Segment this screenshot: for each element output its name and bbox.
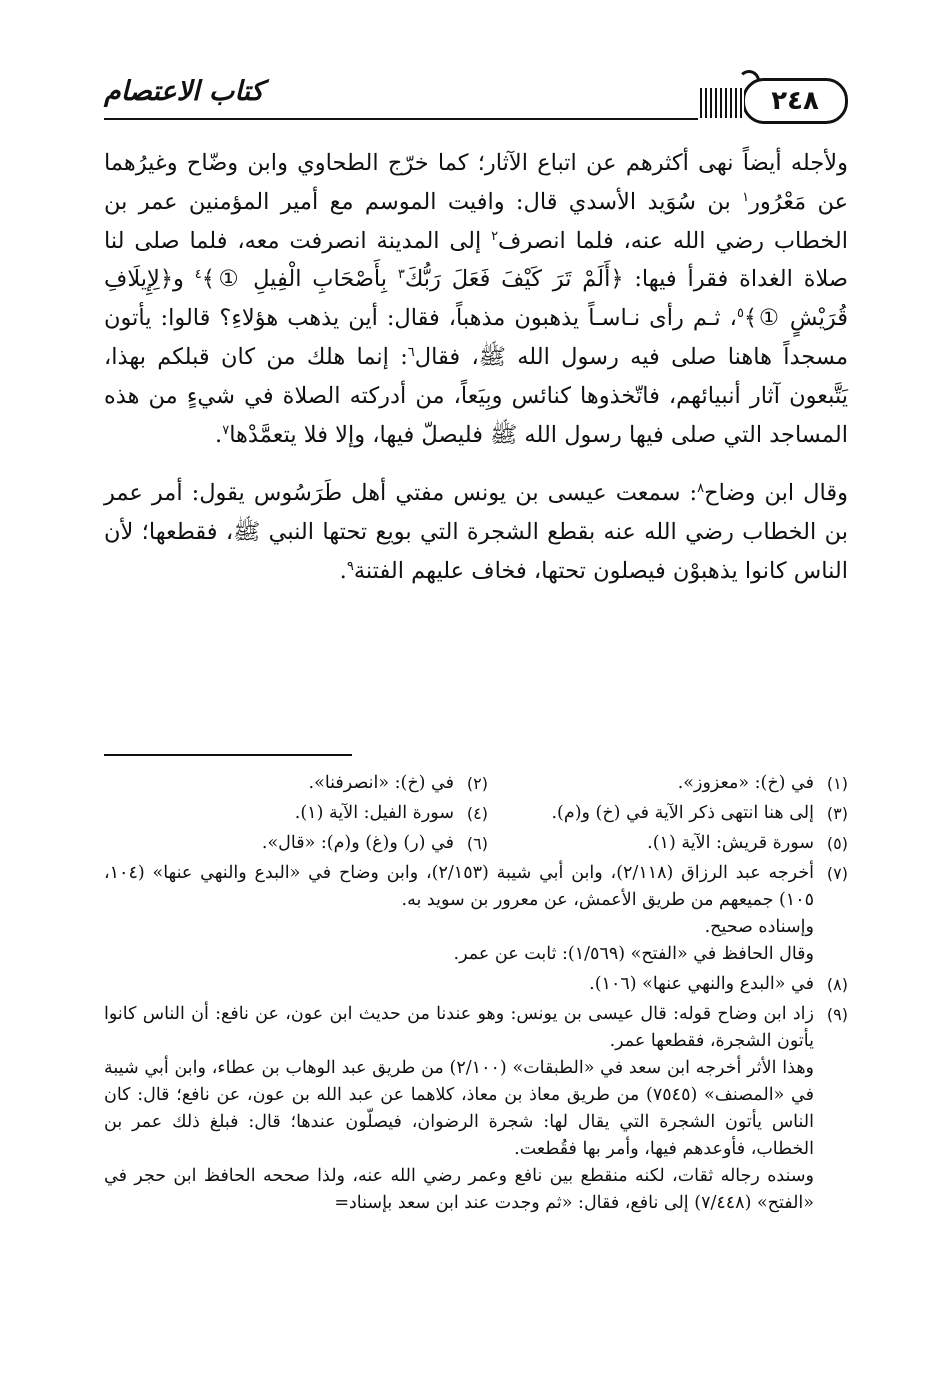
text-run: . [215,421,223,448]
footnote-ref[interactable]: ٢ [491,228,499,244]
footnote-text: وسنده رجاله ثقات، لكنه منقطع بين نافع وعمر رضي الله عنه، ولذا صححه الحافظ ابن حجر في «الفتح» (٧/٤٤٨) إلى نافع، فقال: «ثم وجدت عند ابن سعد بإسناد= [104,1166,814,1213]
book-title: كتاب الاعتصام [104,76,264,107]
paragraph-1 [104,144,848,454]
page-header [104,72,848,124]
footnote-ref[interactable]: ٨ [697,481,705,497]
footnote-text: أخرجه عبد الرزاق (٢/١١٨)، وابن أبي شيبة (٢/١٥٣)، وابن وضاح في «البدع والنهي عنها» (١٠٤، ١٠٥) جميعهم من طريق الأعمش، عن معرور بن سويد به. [104,863,814,910]
footnote-ref[interactable]: ٦ [407,344,415,360]
footnote-text: وقال الحافظ في «الفتح» (١/٥٦٩): ثابت عن عمر. [453,944,814,964]
quran-verse: و﴿لِإِيلَافِ قُرَيْشٍ ①﴾ [104,266,849,332]
quran-verse: بِأَصْحَابِ الْفِيلِ ①﴾ [201,266,398,293]
footnote-1 [488,770,848,797]
footnote-9 [104,1001,848,1217]
footnote-ref[interactable]: ٤ [194,267,202,283]
text-run: فيه رسول الله ﷺ، فقال [414,343,660,370]
footnote-number: (٣) [826,804,848,823]
footnote-ref[interactable]: ٧ [222,422,230,438]
footnote-2 [309,770,488,797]
footnote-row [104,770,848,797]
text-run: وقال ابن وضاح [704,480,848,507]
footnote-number: (٨) [826,975,848,994]
footnote-text: إلى هنا انتهى ذكر الآية في (خ) و(م). [551,803,814,823]
footnote-3 [488,800,848,827]
text-run: ولأجله أيضاً نهى أكثرهم عن اتباع الآثار؛ كما خرّج الطحاوي وابن [247,150,848,176]
footnote-5 [488,830,848,857]
footnote-text: وهذا الأثر أخرجه ابن سعد في «الطبقات» (٢/١٠٠) من طريق عبد الوهاب بن عطاء، وابن أبي شيبة في «المصنف» (٧٥٤٥) من طريق معاذ بن معاذ، كلاهما عن عبد الله بن عون، عن نافع؛ قال: كان الناس يأتون الشجرة التي يقال لها: شجرة الرضوان، فيصلّون عندها؛ قال: فبلغ ذلك عمر بن الخطاب، فأوعدهم فيها، وأمر بها فقُطعت. [104,1058,815,1159]
footnote-6 [262,830,488,857]
footnote-ref[interactable]: ١ [742,189,750,205]
footnote-number: (٤) [466,804,488,823]
text-run: ، ثـم رأى نـاسـاً [588,305,737,332]
footnote-text: في (خ): «معزوز». [677,773,814,793]
footnote-body [104,860,814,968]
text-run: انصرفت معه، فلما صلى لنا صلاة الغداة فقرأ فيها: ﴿أَلَمْ تَرَ كَيْفَ فَعَلَ [104,227,849,293]
footnote-number: (٢) [466,774,488,793]
text-run: وضّاح وغيرُهما عن مَعْرُور [104,150,848,215]
text-run: رَبُّكَ [404,266,441,293]
text-run: بن سُوَيد الأسدي قال: وافيت الموسم مع [329,188,743,215]
footnote-number: (٩) [826,1005,848,1024]
text-run: أمير المؤمنين عمر بن الخطاب رضي الله عنه، فلما انصرف [104,188,848,254]
footnote-number: (١) [826,774,848,793]
text-run: : إنما هلك من كان قبلكم بهذا، يَتَّبعون آثار [104,343,848,409]
footnote-ref[interactable]: ٣ [397,267,405,283]
footnote-8 [104,971,848,998]
footnote-text: زاد ابن وضاح قوله: قال عيسى بن يونس: وهو عندنا من حديث ابن عون، عن نافع: أن الناس كانوا يأتون الشجرة، فقطعها عمر. [104,1004,814,1051]
footnote-row [104,830,848,857]
text-run: يذهبون مذهباً، فقال: أين يذهب هؤلاءِ؟ قالوا: يأتون مسجداً هاهنا صلى [104,305,849,370]
footnote-text: سورة قريش: الآية (١). [647,833,814,853]
header-ornament [700,88,744,118]
footnote-4 [295,800,488,827]
footnote-text: في «البدع والنهي عنها» (١٠٦). [589,974,814,994]
footnote-number: (٦) [466,834,488,853]
footnote-text: وإسناده صحيح. [704,917,814,937]
footnote-7 [104,860,848,968]
footnote-body [104,1001,814,1217]
footnote-text: سورة الفيل: الآية (١). [294,803,454,823]
footnote-text: في (خ): «انصرفنا». [308,773,454,793]
text-run: . [339,557,347,584]
page-number: ٢٤٨ [742,78,848,124]
text-run: إلى المدينة [376,227,492,254]
footnote-text: في (ر) و(غ) و(م): «قال». [261,833,454,853]
text-run: أنبيائهم، فاتّخذوها كنائس وبِيَعاً، من أدركته الصلاة في شيءٍ من هذه [104,382,741,409]
footnote-number: (٧) [826,864,848,883]
footnote-separator [104,754,352,756]
header-rule [104,118,698,120]
footnote-ref[interactable]: ٩ [346,558,354,574]
footnotes [104,770,848,1220]
main-text [104,144,848,591]
footnote-row [104,800,848,827]
paragraph-2 [104,474,848,590]
text-run: : سمعت عيسى بن يونس مفتي أهل طَرَسُوس يقول: أمر عمر بن الخطاب رضي الله عنه بقطع الشجرة التي بويع تحتها النبي ﷺ، فقطعها؛ لأن الناس كانوا يذهبوْن فيصلون تحتها، فخاف عليهم الفتنة [104,480,848,584]
footnote-ref[interactable]: ٥ [736,306,744,322]
footnote-number: (٥) [826,834,848,853]
text-run: المساجد التي صلى فيها رسول الله ﷺ فليصلّ فيها، وإلا فلا يتعمَّدْها [229,421,848,448]
